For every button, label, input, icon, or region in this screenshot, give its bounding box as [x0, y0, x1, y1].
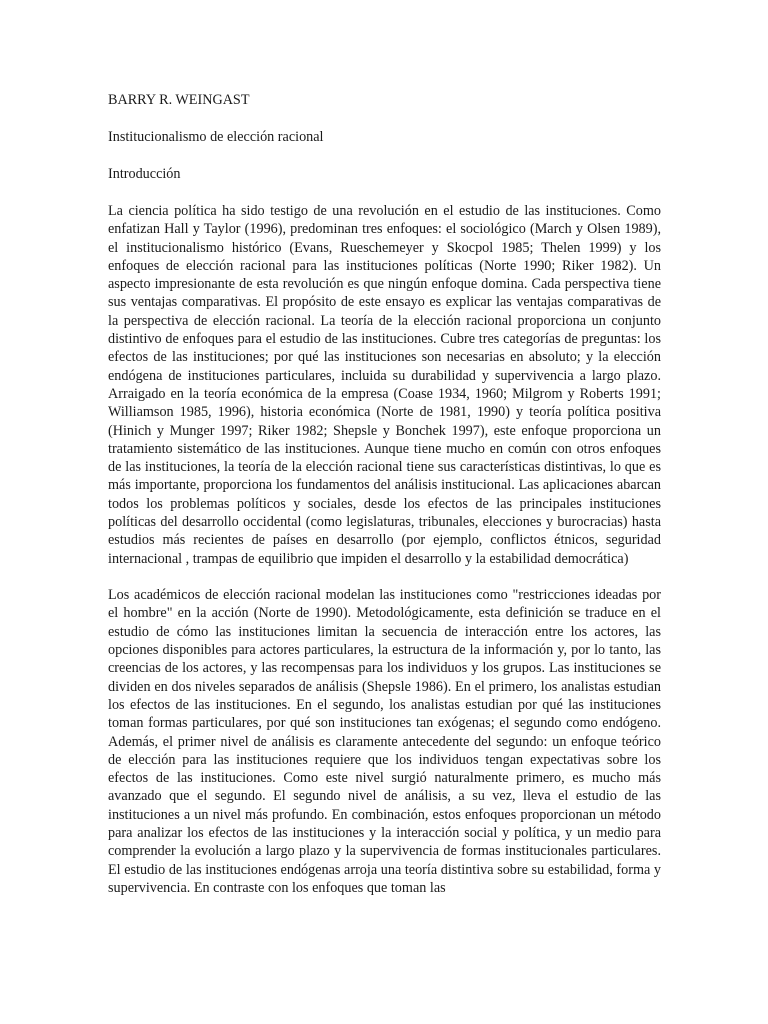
- body-paragraph: La ciencia política ha sido testigo de una revolución en el estudio de las instituciones. Como enfatizan Hall y Taylor (1996), predominan tres enfoques: el sociológico (March y Olsen 1989), el institucionalismo histórico (Evans, Rueschemeyer y Skocpol 1985; Thelen 1999) y los enfoques de elección racional para las instituciones políticas (Norte 1990; Riker 1982). Un aspecto impresionante de esta revolución es que ningún enfoque domina. Cada perspectiva tiene sus ventajas comparativas. El propósito de este ensayo es explicar las ventajas comparativas de la perspectiva de elección racional. La teoría de la elección racional proporciona un conjunto distintivo de enfoques para el estudio de las instituciones. Cubre tres categorías de preguntas: los efectos de las instituciones; por qué las instituciones son necesarias en absoluto; y la elección endógena de instituciones particulares, incluida su durabilidad y supervivencia a largo plazo. Arraigado en la teoría económica de la empresa (Coase 1934, 1960; Milgrom y Roberts 1991; Williamson 1985, 1996), historia económica (Norte de 1981, 1990) y teoría política positiva (Hinich y Munger 1997; Riker 1982; Shepsle y Bonchek 1997), este enfoque proporciona un tratamiento sistemático de las instituciones. Aunque tiene mucho en común con otros enfoques de las instituciones, la teoría de la elección racional tiene sus características distintivas, lo que es más importante, proporciona los fundamentos del análisis institucional. Las aplicaciones abarcan todos los problemas políticos y sociales, desde los efectos de las principales instituciones políticas del desarrollo occidental (como legislaturas, tribunales, elecciones y burocracias) hasta estudios más recientes de países en desarrollo (por ejemplo, conflictos étnicos, seguridad internacional , trampas de equilibrio que impiden el desarrollo y la estabilidad democrática): [108, 202, 661, 567]
- document-title: Institucionalismo de elección racional: [108, 128, 324, 145]
- document-page: [108, 91, 661, 916]
- author-name: BARRY R. WEINGAST: [108, 92, 250, 108]
- body-paragraph: Los académicos de elección racional modelan las instituciones como "restricciones ideadas por el hombre" en la acción (Norte de 1990). Metodológicamente, esta definición se traduce en el estudio de cómo las instituciones limitan la secuencia de interacción entre los actores, las opciones disponibles para actores particulares, la estructura de la información y, por lo tanto, las creencias de los actores, y las recompensas para los individuos y los grupos. Las instituciones se dividen en dos niveles separados de análisis (Shepsle 1986). En el primero, los analistas estudian los efectos de las instituciones. En el segundo, los analistas estudian por qué las instituciones toman formas particulares, por qué son instituciones tan exógenas; el segundo como endógeno. Además, el primer nivel de análisis es claramente antecedente del segundo: un enfoque teórico de elección para las instituciones requiere que los individuos tengan expectativas sobre los efectos de las instituciones. Como este nivel surgió naturalmente primero, es mucho más avanzado que el segundo. El segundo nivel de análisis, a su vez, lleva el estudio de las instituciones a un nivel más profundo. En combinación, estos enfoques proporcionan un método para analizar los efectos de las instituciones y la interacción social y política, y un medio para comprender la evolución a largo plazo y la supervivencia de formas institucionales particulares. El estudio de las instituciones endógenas arroja una teoría distintiva sobre su estabilidad, forma y supervivencia. En contraste con los enfoques que toman las: [108, 587, 661, 896]
- section-heading: Introducción: [108, 165, 181, 182]
